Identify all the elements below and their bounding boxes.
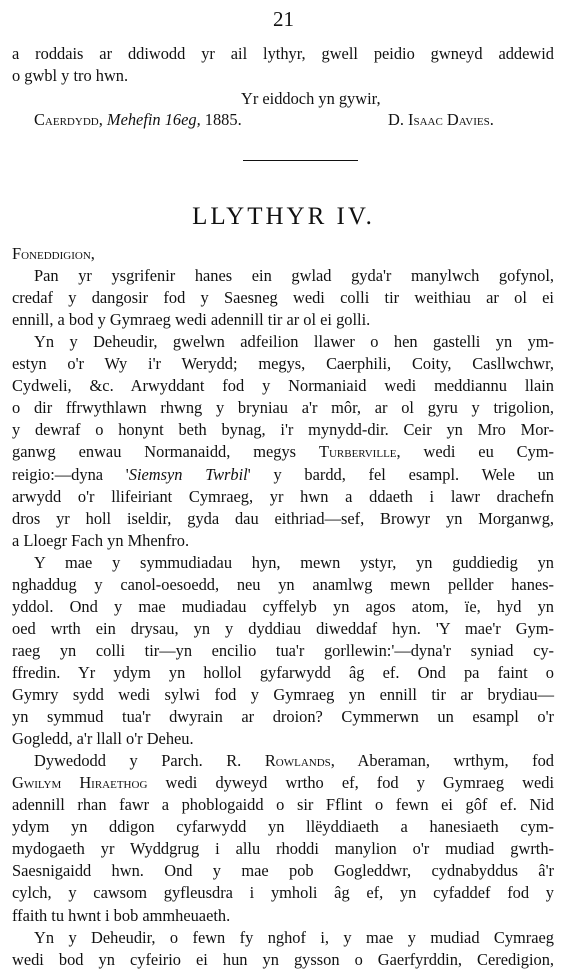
small-caps-name: Gwilym Hiraethog: [12, 773, 148, 793]
page-number: 21: [273, 7, 294, 31]
small-caps-name: Turberville: [318, 442, 397, 462]
italic-text: Siemsyn Twrbil: [128, 464, 248, 484]
body-line: Saesnigaidd hwn. Ond y mae pob Gogleddwr, cydnabyddus â'r: [12, 861, 554, 881]
text-run: , wedi eu Cym-: [396, 442, 555, 462]
salutation: Foneddigion,: [12, 244, 95, 263]
letter-place-date: [34, 109, 242, 131]
body-line: raeg yn colli tir—yn encilio tua'r gorllewin:'—dyna'r syniad cy-: [12, 640, 554, 660]
body-line: Gogledd, a'r llall o'r Deheu.: [12, 729, 194, 748]
body-line: wedi bod yn cyfeirio ei hun yn gysson o Gaerfyrddin, Ceredigion,: [12, 949, 554, 969]
text-run: ganwg enwau Normanaidd, megys: [12, 442, 319, 462]
letter-heading: LLYTHYR IV.: [192, 203, 375, 230]
body-line: yn symmud tua'r dwyrain ar droion? Cymmerwn un esampl o'r: [12, 707, 554, 726]
section-divider: [243, 160, 358, 161]
letter-year: 1885.: [200, 110, 242, 129]
body-line: Gymry sydd wedi sylwi fod y Gymraeg yn ennill tir ar brydiau—: [12, 685, 554, 704]
body-line: y dewraf o honynt beth bynag, i'r mynydd-dir. Ceir yn Mro Mor-: [12, 420, 554, 440]
text-run: wedi dyweyd wrtho ef, fod y Gymraeg wedi: [147, 773, 554, 793]
text-run: , Aberaman, wrthym, fod: [330, 751, 554, 771]
body-line: a Lloegr Fach yn Mhenfro.: [12, 530, 190, 550]
body-line: yddol. Ond y mae mudiadau cyffelyb yn agos atom, ïe, hyd yn: [12, 596, 554, 616]
body-line: credaf y dangosir fod y Saesneg wedi colli tir weithiau ar ol ei: [12, 288, 554, 308]
body-line: nghaddug y canol-oesoedd, neu yn anamlwg mewn pellder hanes-: [12, 574, 554, 594]
body-line: [34, 750, 554, 772]
text-run: ' y bardd, fel esampl. Wele un: [247, 464, 554, 484]
body-line: arwydd o'r llifeiriant Cymraeg, yr hwn a ddaeth i lawr drachefn: [12, 486, 554, 506]
body-line: ffaith tu hwnt i bob ammheuaeth.: [12, 905, 231, 925]
body-line: ffredin. Yr ydym yn hollol gyfarwydd âg ef. Ond pa faint o: [12, 662, 554, 682]
body-line: adennill rhan fawr a phoblogaidd o sir Fflint o fewn ei gôf ef. Nid: [12, 795, 554, 815]
body-line: Pan yr ysgrifenir hanes ein gwlad gyda'r manylwch gofynol,: [34, 266, 554, 285]
body-line: cylch, y cawsom gyfleusdra i ymholi âg ef, yn cyfaddef fod y: [12, 883, 554, 903]
letter-closing: Yr eiddoch yn gywir,: [241, 89, 381, 108]
body-line: [12, 441, 554, 463]
letter-signature: D. Isaac Davies.: [388, 110, 494, 129]
body-line: o dir ffrwythlawn rhwng y bryniau a'r môr, ar ol gyru y trigolion,: [12, 398, 554, 418]
body-line: [12, 772, 554, 794]
letter-place: Caerdydd,: [34, 110, 103, 129]
body-line: Y mae y symmudiadau hyn, mewn ystyr, yn guddiedig yn: [34, 552, 554, 572]
body-line: Cydweli, &c. Arwyddant fod y Normaniaid wedi meddiannu llain: [12, 376, 554, 396]
body-line: ydym yn ddigon cyfarwydd yn llëyddiaeth a hanesiaeth cym-: [12, 817, 554, 837]
body-line: mydogaeth yr Wyddgrug i allu rhoddi manylion o'r mudiad gwrth-: [12, 839, 554, 859]
intro-line: o gwbl y tro hwn.: [12, 66, 129, 85]
body-line: Yn y Deheudir, gwelwn adfeilion llawer o hen gastelli yn ym-: [34, 332, 554, 352]
body-line: dros yr holl iseldir, gyda dau eithriad—sef, Browyr yn Morganwg,: [12, 508, 554, 528]
body-line: oed wrth ein drysau, yn y dyddiau diweddaf hyn. 'Y mae'r Gym-: [12, 618, 554, 638]
intro-line: a roddais ar ddiwodd yr ail lythyr, gwell peidio gwneyd addewid: [12, 44, 554, 63]
text-run: reigio:—dyna ': [12, 464, 129, 484]
text-run: Dywedodd y Parch. R.: [34, 751, 265, 771]
body-line: ennill, a bod y Gymraeg wedi adennill tir ar ol ei golli.: [12, 310, 371, 330]
body-line: Yn y Deheudir, o fewn fy nghof i, y mae y mudiad Cymraeg: [34, 927, 554, 947]
body-line: estyn o'r Wy i'r Werydd; megys, Caerphili, Coity, Casllwchwr,: [12, 354, 554, 374]
letter-date: Mehefin 16eg,: [106, 110, 201, 129]
body-line: [12, 464, 554, 486]
small-caps-name: Rowlands: [264, 751, 331, 771]
